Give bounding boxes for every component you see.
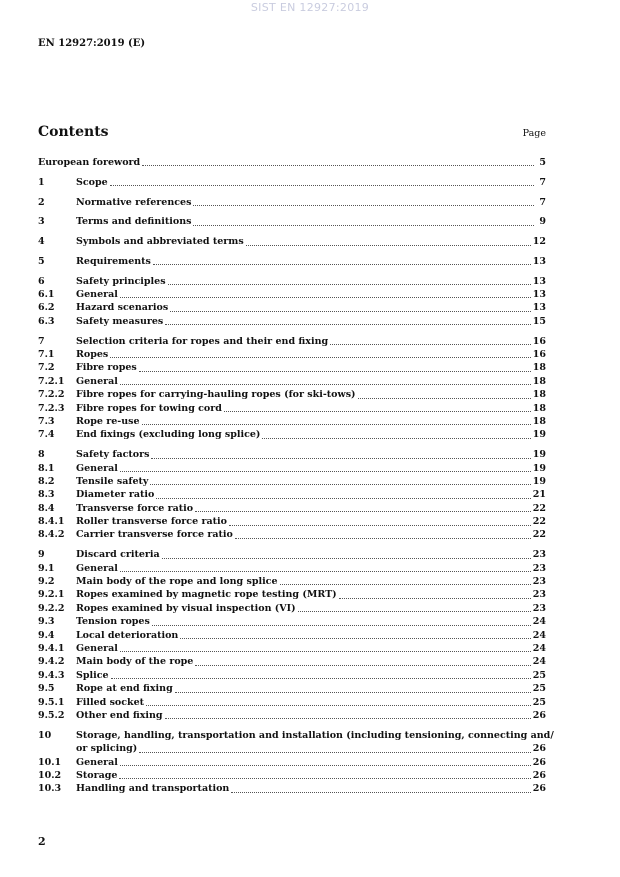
toc-title: Storage [76,769,118,781]
toc-number: 7.3 [38,415,55,427]
toc-page: 5 [539,156,546,168]
toc-title: Filled socket [76,696,145,708]
toc-number: 5 [38,255,45,267]
toc-title: Terms and definitions [76,216,192,228]
page-column-label: Page [522,128,546,139]
toc-leader-dots [165,324,530,325]
toc-leader-dots [170,311,531,312]
toc-leader-dots [120,471,531,472]
toc-page: 25 [532,696,546,708]
toc-entry[interactable] [38,235,546,248]
toc-entry[interactable] [38,448,546,461]
toc-number: 9.5.2 [38,709,65,721]
toc-leader-dots [150,484,530,485]
toc-leader-dots [142,424,531,425]
toc-title: Rope re-use [76,415,140,427]
toc-page: 15 [532,315,546,327]
toc-title: General [76,756,118,768]
toc-entry[interactable] [38,301,546,314]
toc-title: Ropes [76,349,109,361]
toc-page: 26 [532,743,546,755]
toc-page: 18 [532,402,546,414]
toc-entry[interactable] [38,255,546,268]
toc-leader-dots [110,185,534,186]
toc-leader-dots [235,538,531,539]
toc-leader-dots [111,678,531,679]
toc-number: 6.1 [38,289,55,301]
toc-leader-dots [120,571,531,572]
toc-entry[interactable] [38,428,546,441]
toc-title: Scope [76,176,108,188]
toc-title: Discard criteria [76,549,160,561]
toc-title: Local deterioration [76,629,179,641]
toc-title: Symbols and abbreviated terms [76,236,244,248]
toc-entry[interactable] [38,502,546,515]
toc-leader-dots [175,692,531,693]
toc-entry[interactable] [38,769,546,782]
toc-number: 8 [38,449,45,461]
toc-entry[interactable] [38,402,546,415]
toc-page: 13 [532,289,546,301]
toc-title: General [76,462,118,474]
toc-number: 9.5 [38,683,55,695]
toc-number: 9.4.2 [38,656,65,668]
toc-title: Splice [76,669,109,681]
toc-title: Main body of the rope and long splice [76,576,278,588]
toc-entry[interactable] [38,575,546,588]
toc-entry[interactable] [38,156,546,169]
toc-title: Ropes examined by magnetic rope testing (MRT) [76,589,337,601]
toc-entry[interactable] [38,615,546,628]
document-id: EN 12927:2019 (E) [38,38,146,49]
toc-number: 9.2 [38,576,55,588]
toc-entry[interactable] [38,488,546,501]
toc-entry[interactable] [38,709,546,722]
toc-page: 13 [532,275,546,287]
toc-entry[interactable] [38,682,546,695]
toc-leader-dots [120,384,531,385]
toc-entry[interactable] [38,215,546,228]
toc-number: 9.2.2 [38,602,65,614]
toc-number: 9.1 [38,562,55,574]
toc-leader-dots [193,225,534,226]
toc-entry[interactable] [38,642,546,655]
toc-page: 7 [539,196,546,208]
toc-entry[interactable] [38,756,546,769]
toc-number: 8.1 [38,462,55,474]
toc-title: Fibre ropes [76,362,137,374]
toc-number: 10.1 [38,756,62,768]
toc-title: Carrier transverse force ratio [76,529,233,541]
toc-leader-dots [120,651,531,652]
toc-title-continuation: or splicing) [76,743,138,755]
watermark: SIST EN 12927:2019 [250,1,370,14]
toc-page: 26 [532,783,546,795]
toc-title: Safety factors [76,449,150,461]
toc-entry[interactable] [38,655,546,668]
toc-leader-dots [156,498,530,499]
contents-heading: Contents [38,124,109,140]
toc-leader-dots [180,638,530,639]
toc-page: 23 [532,602,546,614]
toc-leader-dots [119,778,530,779]
toc-page: 24 [532,629,546,641]
toc-entry[interactable] [38,602,546,615]
toc-title: Tensile safety [76,475,149,487]
toc-leader-dots [120,765,531,766]
toc-page: 9 [539,216,546,228]
toc-number: 9.4 [38,629,55,641]
toc-entry[interactable] [38,629,546,642]
toc-page: 7 [539,176,546,188]
toc-entry[interactable] [38,696,546,709]
toc-number: 4 [38,236,45,248]
toc-leader-dots [165,718,531,719]
toc-leader-dots [168,284,531,285]
toc-title: General [76,289,118,301]
toc-entry[interactable] [38,335,546,348]
toc-entry[interactable] [38,475,546,488]
toc-page: 24 [532,656,546,668]
toc-entry[interactable] [38,548,546,561]
toc-leader-dots [224,411,531,412]
toc-leader-dots [330,344,531,345]
toc-title: Main body of the rope [76,656,194,668]
toc-leader-dots [246,245,531,246]
toc-number: 10.2 [38,769,62,781]
toc-title: Storage, handling, transportation and installation (including tensioning, connecting and/ [76,729,554,741]
toc-title: Other end fixing [76,709,163,721]
toc-number: 7.2.2 [38,389,65,401]
toc-number: 9.4.1 [38,643,65,654]
toc-number: 8.4.1 [38,516,65,528]
toc-title: Safety measures [76,315,164,327]
toc-leader-dots [146,705,531,706]
toc-entry[interactable] [38,515,546,528]
toc-number: 7.2.1 [38,375,65,387]
toc-page: 19 [532,462,546,474]
toc-page: 12 [532,236,546,248]
toc-page: 19 [532,429,546,441]
toc-number: 9 [38,549,45,561]
toc-page: 22 [532,502,546,514]
toc-page: 16 [532,335,546,347]
toc-leader-dots [195,665,530,666]
toc-entry[interactable] [38,196,546,209]
toc-entry[interactable] [38,462,546,475]
toc-page: 19 [532,475,546,487]
toc-number: 6.3 [38,315,55,327]
toc-leader-dots [151,458,530,459]
toc-leader-dots [193,205,534,206]
toc-page: 18 [532,375,546,387]
toc-leader-dots [152,625,531,626]
toc-page: 25 [532,669,546,681]
toc-number: 10 [38,729,52,741]
toc-title: Handling and transportation [76,783,230,795]
toc-entry[interactable] [38,315,546,328]
toc-leader-dots [339,598,531,599]
toc-page: 18 [532,389,546,401]
toc-number: 6 [38,275,45,287]
toc-entry[interactable] [38,361,546,374]
toc-number: 8.4.2 [38,529,65,541]
toc-entry[interactable] [38,375,546,388]
toc-page: 23 [532,549,546,561]
toc-entry[interactable] [38,588,546,601]
page-number: 2 [38,835,46,848]
toc-entry[interactable] [38,782,546,795]
toc-leader-dots [120,297,531,298]
toc-number: 7.1 [38,349,55,361]
toc-title: Roller transverse force ratio [76,516,227,528]
toc-number: 7 [38,335,45,347]
toc-page: 13 [532,302,546,314]
toc-entry-continuation[interactable] [38,742,546,755]
toc-leader-dots [231,792,530,793]
toc-page: 22 [532,516,546,528]
toc-leader-dots [358,398,531,399]
toc-entry[interactable] [38,529,546,542]
toc-page: 16 [532,349,546,361]
toc-title: General [76,375,118,387]
toc-leader-dots [229,525,531,526]
toc-page: 21 [532,489,546,501]
toc-page: 19 [532,449,546,461]
toc-title: European foreword [38,156,141,168]
toc-page: 25 [532,683,546,695]
toc-number: 7.4 [38,429,55,441]
toc-page: 23 [532,589,546,601]
toc-number: 8.2 [38,475,55,487]
toc-leader-dots [139,371,531,372]
toc-entry[interactable] [38,729,554,742]
toc-page: 26 [532,709,546,721]
toc-leader-dots [139,752,530,753]
toc-entry[interactable] [38,669,546,682]
toc-leader-dots [153,264,531,265]
toc-number: 3 [38,216,45,228]
toc-number: 9.5.1 [38,696,65,708]
toc-title: Rope at end fixing [76,683,173,695]
toc-leader-dots [280,584,531,585]
toc-title: Fibre ropes for carrying-hauling ropes (for ski-tows) [76,389,356,401]
toc-page: 18 [532,362,546,374]
toc-leader-dots [262,438,530,439]
toc-number: 10.3 [38,783,62,795]
toc-entry[interactable] [38,348,546,361]
toc-number: 8.3 [38,489,55,501]
toc-leader-dots [298,611,531,612]
toc-number: 9.2.1 [38,589,65,601]
toc-title: General [76,643,118,654]
toc-title: Ropes examined by visual inspection (VI) [76,602,296,614]
toc-entry[interactable] [38,288,546,301]
toc-title: General [76,562,118,574]
toc-number: 1 [38,176,45,188]
toc-entry[interactable] [38,415,546,428]
toc-entry[interactable] [38,275,546,288]
toc-page: 23 [532,576,546,588]
toc-title: Selection criteria for ropes and their end fixing [76,335,329,347]
toc-page: 13 [532,255,546,267]
toc-page: 24 [532,643,546,654]
toc-entry[interactable] [38,562,546,575]
toc-number: 7.2.3 [38,402,65,414]
toc-title: Safety principles [76,275,166,287]
toc-title: Diameter ratio [76,489,155,501]
table-of-contents [38,156,554,796]
toc-title: Tension ropes [76,616,150,628]
toc-title: End fixings (excluding long splice) [76,429,261,441]
toc-title: Normative references [76,196,192,208]
toc-title: Requirements [76,255,151,267]
toc-leader-dots [110,357,530,358]
toc-number: 8.4 [38,502,55,514]
toc-number: 9.3 [38,616,55,628]
toc-number: 2 [38,196,45,208]
toc-number: 6.2 [38,302,55,314]
toc-leader-dots [142,165,534,166]
toc-title: Fibre ropes for towing cord [76,402,222,414]
toc-page: 23 [532,562,546,574]
toc-leader-dots [195,511,531,512]
toc-page: 24 [532,616,546,628]
toc-title: Hazard scenarios [76,302,169,314]
toc-leader-dots [162,558,531,559]
toc-number: 9.4.3 [38,669,65,681]
toc-page: 26 [532,769,546,781]
toc-entry[interactable] [38,176,546,189]
toc-page: 26 [532,756,546,768]
toc-entry[interactable] [38,388,546,401]
toc-number: 7.2 [38,362,55,374]
toc-page: 22 [532,529,546,541]
toc-page: 18 [532,415,546,427]
toc-title: Transverse force ratio [76,502,194,514]
